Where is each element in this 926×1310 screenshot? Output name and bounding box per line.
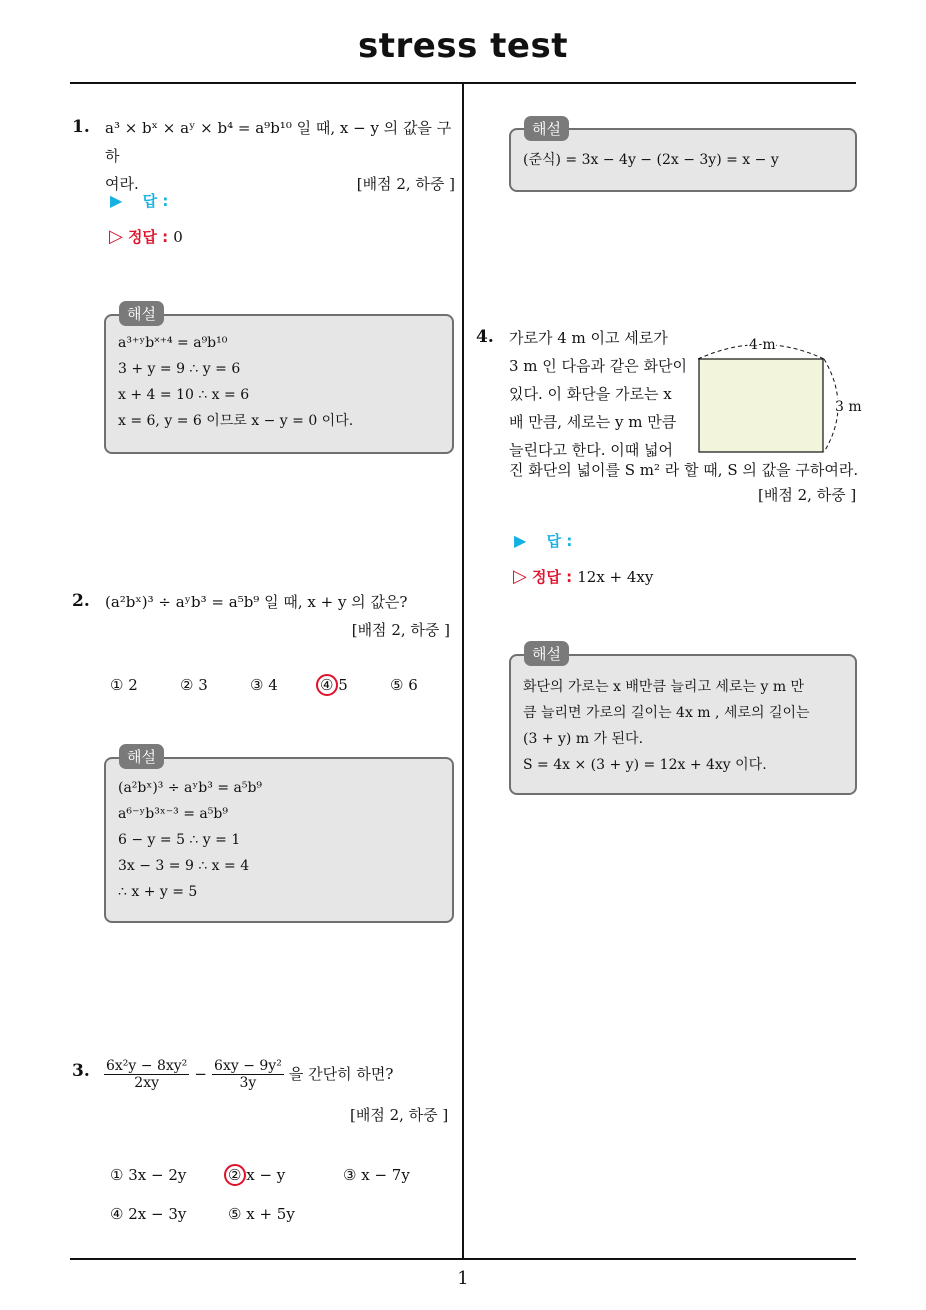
q3-choice-1[interactable]: ① 3x − 2y <box>110 1166 187 1184</box>
width-label: 4 m <box>749 337 776 353</box>
q1-answer-row <box>110 190 168 211</box>
q3-selected-mark-icon <box>224 1164 246 1186</box>
q4-exp-line: 화단의 가로는 x 배만큼 늘리고 세로는 y m 만 <box>523 679 805 695</box>
height-label: 3 m <box>835 399 862 415</box>
q1-number: 1. <box>72 117 90 137</box>
q1-exp-line: x = 6, y = 6 이므로 x − y = 0 이다. <box>118 413 354 429</box>
q2-choice-3[interactable]: ③ 4 <box>250 676 278 694</box>
q3-explanation-tag: 해설 <box>524 116 569 141</box>
correct-arrow-icon: ▷ <box>513 566 527 587</box>
q4-text-line: 가로가 4 m 이고 세로가 <box>509 329 668 347</box>
footer-rule <box>70 1258 856 1260</box>
q4-text-block <box>509 324 689 464</box>
q4-correct-label: 정답 : <box>531 568 573 586</box>
q3-number: 3. <box>72 1061 90 1081</box>
q3-suffix: 을 간단히 하면? <box>288 1065 394 1083</box>
q2-choice-2[interactable]: ② 3 <box>180 676 208 694</box>
q1-correct-row <box>109 226 183 247</box>
q1-answer-label: 답 : <box>142 192 169 210</box>
q3-meta: [배점 2, 하중 ] <box>350 1106 449 1124</box>
q4-text-line: 늘린다고 한다. 이때 넓어 <box>509 441 673 459</box>
q1-text-line2: 여라. <box>105 175 139 193</box>
q3-exp-line: (준식) = 3x − 4y − (2x − 3y) = x − y <box>523 152 779 168</box>
q2-exp-line: 3x − 3 = 9 ∴ x = 4 <box>118 858 250 874</box>
q4-explanation-tag: 해설 <box>524 641 569 666</box>
q1-correct-label: 정답 : <box>127 228 169 246</box>
q2-selected-mark-icon <box>316 674 338 696</box>
correct-arrow-icon: ▷ <box>109 226 123 247</box>
q1-explanation-tag: 해설 <box>119 301 164 326</box>
q4-garden-figure <box>692 332 862 458</box>
q2-exp-line: ∴ x + y = 5 <box>118 884 198 900</box>
q4-answer-row <box>514 530 572 551</box>
q3-choice-4[interactable]: ④ 2x − 3y <box>110 1205 187 1223</box>
q2-meta: [배점 2, 하중 ] <box>351 621 450 639</box>
q4-correct-value: 12x + 4xy <box>577 568 654 586</box>
q3-choice-3[interactable]: ③ x − 7y <box>343 1166 410 1184</box>
answer-arrow-icon: ▶ <box>110 191 123 210</box>
q4-text-line: 있다. 이 화단을 가로는 x <box>509 385 672 403</box>
q4-correct-row <box>513 566 653 587</box>
q1-correct-value: 0 <box>173 228 183 246</box>
q4-text-line: 배 만큼, 세로는 y m 만큼 <box>509 413 677 431</box>
q2-explanation-box <box>104 757 454 923</box>
q4-exp-line: (3 + y) m 가 된다. <box>523 731 644 747</box>
q4-exp-line: 큼 늘리면 가로의 길이는 4x m , 세로의 길이는 <box>523 705 810 721</box>
q2-explanation-tag: 해설 <box>119 744 164 769</box>
column-divider <box>462 84 464 1259</box>
q2-choice-5[interactable]: ⑤ 6 <box>390 676 418 694</box>
q2-number: 2. <box>72 591 90 611</box>
q2-text: (a²bˣ)³ ÷ aʸb³ = a⁵b⁹ 일 때, x + y 의 값은? <box>105 593 408 611</box>
garden-rect <box>699 359 823 452</box>
q4-text-line: 3 m 인 다음과 같은 화단이 <box>509 357 688 375</box>
q2-choice-4[interactable]: ④ 5 <box>320 676 348 694</box>
q3-choice-5[interactable]: ⑤ x + 5y <box>228 1205 295 1223</box>
q2-exp-line: (a²bˣ)³ ÷ aʸb³ = a⁵b⁹ <box>118 780 263 796</box>
q3-choice-2[interactable]: ② x − y <box>228 1166 286 1184</box>
q4-explanation-box <box>509 654 857 795</box>
q3-fraction-2 <box>212 1058 284 1091</box>
q1-meta: [배점 2, 하중 ] <box>356 175 455 193</box>
q3-frac1-den: 2xy <box>134 1075 159 1091</box>
page-title: stress test <box>358 26 568 66</box>
q4-answer-label: 답 : <box>546 532 573 550</box>
q3-expression <box>104 1058 393 1091</box>
q1-text <box>105 114 455 198</box>
q3-minus: − <box>194 1065 207 1083</box>
q4-number: 4. <box>476 327 494 347</box>
q2-choice-1[interactable]: ① 2 <box>110 676 138 694</box>
q3-frac2-num: 6xy − 9y² <box>214 1058 282 1074</box>
q4-text-line: 진 화단의 넓이를 S m² 라 할 때, S 의 값을 구하여라. <box>509 461 859 479</box>
q2-exp-line: 6 − y = 5 ∴ y = 1 <box>118 832 241 848</box>
q1-exp-line: 3 + y = 9 ∴ y = 6 <box>118 361 241 377</box>
page-number: 1 <box>457 1268 469 1289</box>
q3-frac1-num: 6x²y − 8xy² <box>106 1058 188 1074</box>
q3-fraction-1 <box>104 1058 189 1091</box>
q3-frac2-den: 3y <box>239 1075 257 1091</box>
q1-exp-line: x + 4 = 10 ∴ x = 6 <box>118 387 250 403</box>
q2-text-block <box>105 588 450 644</box>
q4-exp-line: S = 4x × (3 + y) = 12x + 4xy 이다. <box>523 757 767 773</box>
q2-exp-line: a⁶⁻ʸb³ˣ⁻³ = a⁵b⁹ <box>118 806 228 822</box>
q4-meta: [배점 2, 하중 ] <box>758 486 857 504</box>
answer-arrow-icon: ▶ <box>514 531 527 550</box>
q1-text-line1: a³ × bˣ × aʸ × b⁴ = a⁹b¹⁰ 일 때, x − y 의 값을 구하 <box>105 119 452 165</box>
q1-explanation-box <box>104 314 454 454</box>
q1-exp-line: a³⁺ʸb˟⁺⁴ = a⁹b¹⁰ <box>118 335 228 351</box>
